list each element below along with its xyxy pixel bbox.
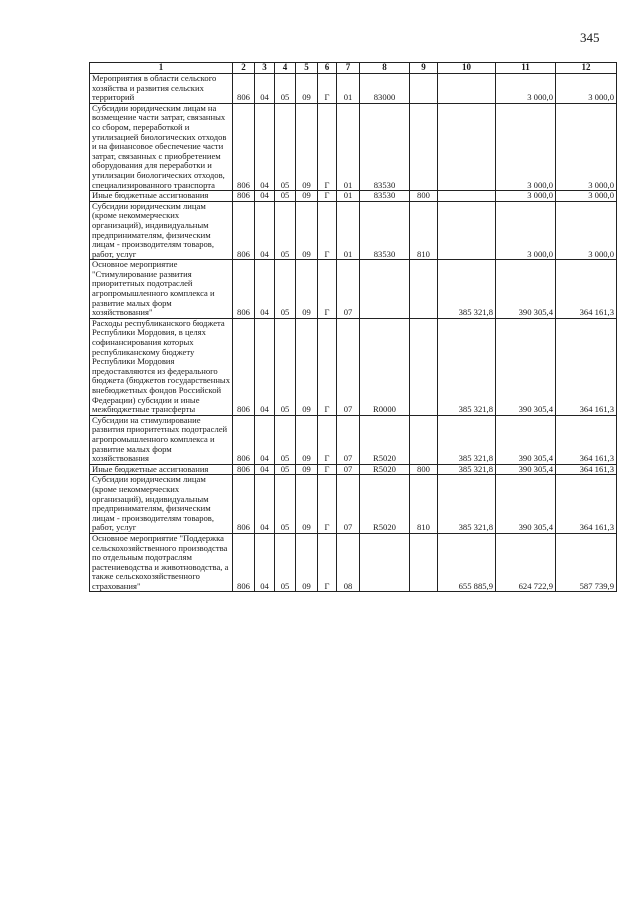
- row-description: Мероприятия в области сельского хозяйства и развития сельских территорий: [90, 74, 233, 104]
- table-row: [90, 103, 617, 190]
- direction-code: [360, 533, 410, 592]
- program-code: 09: [296, 464, 318, 475]
- section-code: 04: [255, 201, 275, 260]
- subsection-code: 05: [275, 74, 296, 104]
- event-code: 07: [337, 318, 360, 415]
- expense-type-code: 800: [410, 191, 438, 202]
- event-code: 07: [337, 464, 360, 475]
- ministry-code: 806: [233, 318, 255, 415]
- expense-type-code: [410, 318, 438, 415]
- direction-code: 83530: [360, 191, 410, 202]
- amount-col-11: 390 305,4: [496, 475, 556, 534]
- event-code: 01: [337, 74, 360, 104]
- amount-col-10: 385 321,8: [438, 475, 496, 534]
- direction-code: 83530: [360, 201, 410, 260]
- section-code: 04: [255, 74, 275, 104]
- program-code: 09: [296, 533, 318, 592]
- amount-col-11: 3 000,0: [496, 201, 556, 260]
- event-code: 01: [337, 103, 360, 190]
- ministry-code: 806: [233, 201, 255, 260]
- direction-code: [360, 260, 410, 319]
- amount-col-10: [438, 191, 496, 202]
- ministry-code: 806: [233, 103, 255, 190]
- amount-col-11: 3 000,0: [496, 74, 556, 104]
- column-header: 12: [556, 63, 617, 74]
- amount-col-11: 3 000,0: [496, 191, 556, 202]
- table-row: [90, 191, 617, 202]
- direction-code: R5020: [360, 475, 410, 534]
- ministry-code: 806: [233, 74, 255, 104]
- row-description: Расходы республиканского бюджета Республики Мордовия, в целях софинансирования которых республиканскому бюджету Республики Мордовия предоставляются из федерального бюджета (бюджетов государственных внебюджетных фондов Российской Федерации) субсидии и иные межбюджетные трансферты: [90, 318, 233, 415]
- section-code: 04: [255, 191, 275, 202]
- expense-type-code: 810: [410, 201, 438, 260]
- subprogram-code: Г: [318, 415, 337, 464]
- budget-table: [89, 62, 617, 592]
- program-code: 09: [296, 103, 318, 190]
- section-code: 04: [255, 415, 275, 464]
- page-number: 345: [580, 30, 600, 45]
- amount-col-10: 385 321,8: [438, 318, 496, 415]
- column-header: 1: [90, 63, 233, 74]
- amount-col-10: 655 885,9: [438, 533, 496, 592]
- subsection-code: 05: [275, 464, 296, 475]
- subprogram-code: Г: [318, 191, 337, 202]
- event-code: 07: [337, 475, 360, 534]
- subsection-code: 05: [275, 260, 296, 319]
- amount-col-12: 364 161,3: [556, 475, 617, 534]
- column-header: 2: [233, 63, 255, 74]
- amount-col-10: [438, 103, 496, 190]
- row-description: Субсидии юридическим лицам (кроме некоммерческих организаций), индивидуальным предпринимателям, физическим лицам - производителям товаров, работ, услуг: [90, 475, 233, 534]
- row-description: Основное мероприятие "Стимулирование развития приоритетных подотраслей агропромышленного комплекса и развитие малых форм хозяйствования": [90, 260, 233, 319]
- column-header: 3: [255, 63, 275, 74]
- direction-code: R0000: [360, 318, 410, 415]
- expense-type-code: [410, 533, 438, 592]
- amount-col-12: 3 000,0: [556, 103, 617, 190]
- subsection-code: 05: [275, 415, 296, 464]
- program-code: 09: [296, 415, 318, 464]
- subsection-code: 05: [275, 103, 296, 190]
- program-code: 09: [296, 74, 318, 104]
- program-code: 09: [296, 260, 318, 319]
- section-code: 04: [255, 464, 275, 475]
- column-header: 10: [438, 63, 496, 74]
- amount-col-10: [438, 201, 496, 260]
- event-code: 07: [337, 260, 360, 319]
- subsection-code: 05: [275, 318, 296, 415]
- amount-col-12: 3 000,0: [556, 74, 617, 104]
- subsection-code: 05: [275, 533, 296, 592]
- amount-col-12: 3 000,0: [556, 191, 617, 202]
- row-description: Иные бюджетные ассигнования: [90, 464, 233, 475]
- program-code: 09: [296, 318, 318, 415]
- section-code: 04: [255, 475, 275, 534]
- subprogram-code: Г: [318, 103, 337, 190]
- subsection-code: 05: [275, 475, 296, 534]
- column-header: 7: [337, 63, 360, 74]
- section-code: 04: [255, 318, 275, 415]
- amount-col-12: 364 161,3: [556, 415, 617, 464]
- subsection-code: 05: [275, 201, 296, 260]
- column-header: 4: [275, 63, 296, 74]
- direction-code: 83000: [360, 74, 410, 104]
- subprogram-code: Г: [318, 318, 337, 415]
- subprogram-code: Г: [318, 74, 337, 104]
- amount-col-12: 364 161,3: [556, 464, 617, 475]
- direction-code: R5020: [360, 464, 410, 475]
- ministry-code: 806: [233, 191, 255, 202]
- amount-col-12: 587 739,9: [556, 533, 617, 592]
- table-row: [90, 260, 617, 319]
- table-row: [90, 533, 617, 592]
- column-header: 9: [410, 63, 438, 74]
- amount-col-10: 385 321,8: [438, 464, 496, 475]
- amount-col-11: 390 305,4: [496, 415, 556, 464]
- table-row: [90, 201, 617, 260]
- section-code: 04: [255, 103, 275, 190]
- ministry-code: 806: [233, 415, 255, 464]
- column-header: 8: [360, 63, 410, 74]
- event-code: 01: [337, 201, 360, 260]
- expense-type-code: [410, 74, 438, 104]
- expense-type-code: 800: [410, 464, 438, 475]
- amount-col-12: 364 161,3: [556, 318, 617, 415]
- ministry-code: 806: [233, 475, 255, 534]
- expense-type-code: [410, 260, 438, 319]
- expense-type-code: 810: [410, 475, 438, 534]
- subprogram-code: Г: [318, 464, 337, 475]
- table-row: [90, 475, 617, 534]
- amount-col-11: 390 305,4: [496, 464, 556, 475]
- table-row: [90, 464, 617, 475]
- amount-col-11: 624 722,9: [496, 533, 556, 592]
- amount-col-12: 3 000,0: [556, 201, 617, 260]
- amount-col-11: 390 305,4: [496, 318, 556, 415]
- row-description: Основное мероприятие "Поддержка сельскохозяйственного производства по отдельным подотраслям растениеводства и животноводства, а также сельскохозяйственного страхования": [90, 533, 233, 592]
- amount-col-10: 385 321,8: [438, 260, 496, 319]
- amount-col-11: 3 000,0: [496, 103, 556, 190]
- amount-col-10: 385 321,8: [438, 415, 496, 464]
- subprogram-code: Г: [318, 533, 337, 592]
- header-row: [90, 63, 617, 74]
- direction-code: 83530: [360, 103, 410, 190]
- ministry-code: 806: [233, 260, 255, 319]
- expense-type-code: [410, 415, 438, 464]
- table-row: [90, 74, 617, 104]
- column-header: 5: [296, 63, 318, 74]
- subprogram-code: Г: [318, 260, 337, 319]
- column-header: 6: [318, 63, 337, 74]
- amount-col-11: 390 305,4: [496, 260, 556, 319]
- subprogram-code: Г: [318, 475, 337, 534]
- subprogram-code: Г: [318, 201, 337, 260]
- section-code: 04: [255, 533, 275, 592]
- table-row: [90, 415, 617, 464]
- section-code: 04: [255, 260, 275, 319]
- expense-type-code: [410, 103, 438, 190]
- direction-code: R5020: [360, 415, 410, 464]
- event-code: 07: [337, 415, 360, 464]
- amount-col-12: 364 161,3: [556, 260, 617, 319]
- row-description: Субсидии юридическим лицам на возмещение части затрат, связанных со сбором, переработкой и утилизацией биологических отходов и на финансовое обеспечение части затрат, связанных с приобретением оборудования для переработки и утилизации биологических отходов, специализированного транспорта: [90, 103, 233, 190]
- amount-col-10: [438, 74, 496, 104]
- row-description: Субсидии юридическим лицам (кроме некоммерческих организаций), индивидуальным предпринимателям, физическим лицам - производителям товаров, работ, услуг: [90, 201, 233, 260]
- program-code: 09: [296, 475, 318, 534]
- program-code: 09: [296, 191, 318, 202]
- ministry-code: 806: [233, 533, 255, 592]
- row-description: Иные бюджетные ассигнования: [90, 191, 233, 202]
- ministry-code: 806: [233, 464, 255, 475]
- event-code: 08: [337, 533, 360, 592]
- subsection-code: 05: [275, 191, 296, 202]
- row-description: Субсидии на стимулирование развития приоритетных подотраслей агропромышленного комплекса и развитие малых форм хозяйствования: [90, 415, 233, 464]
- event-code: 01: [337, 191, 360, 202]
- table-row: [90, 318, 617, 415]
- program-code: 09: [296, 201, 318, 260]
- column-header: 11: [496, 63, 556, 74]
